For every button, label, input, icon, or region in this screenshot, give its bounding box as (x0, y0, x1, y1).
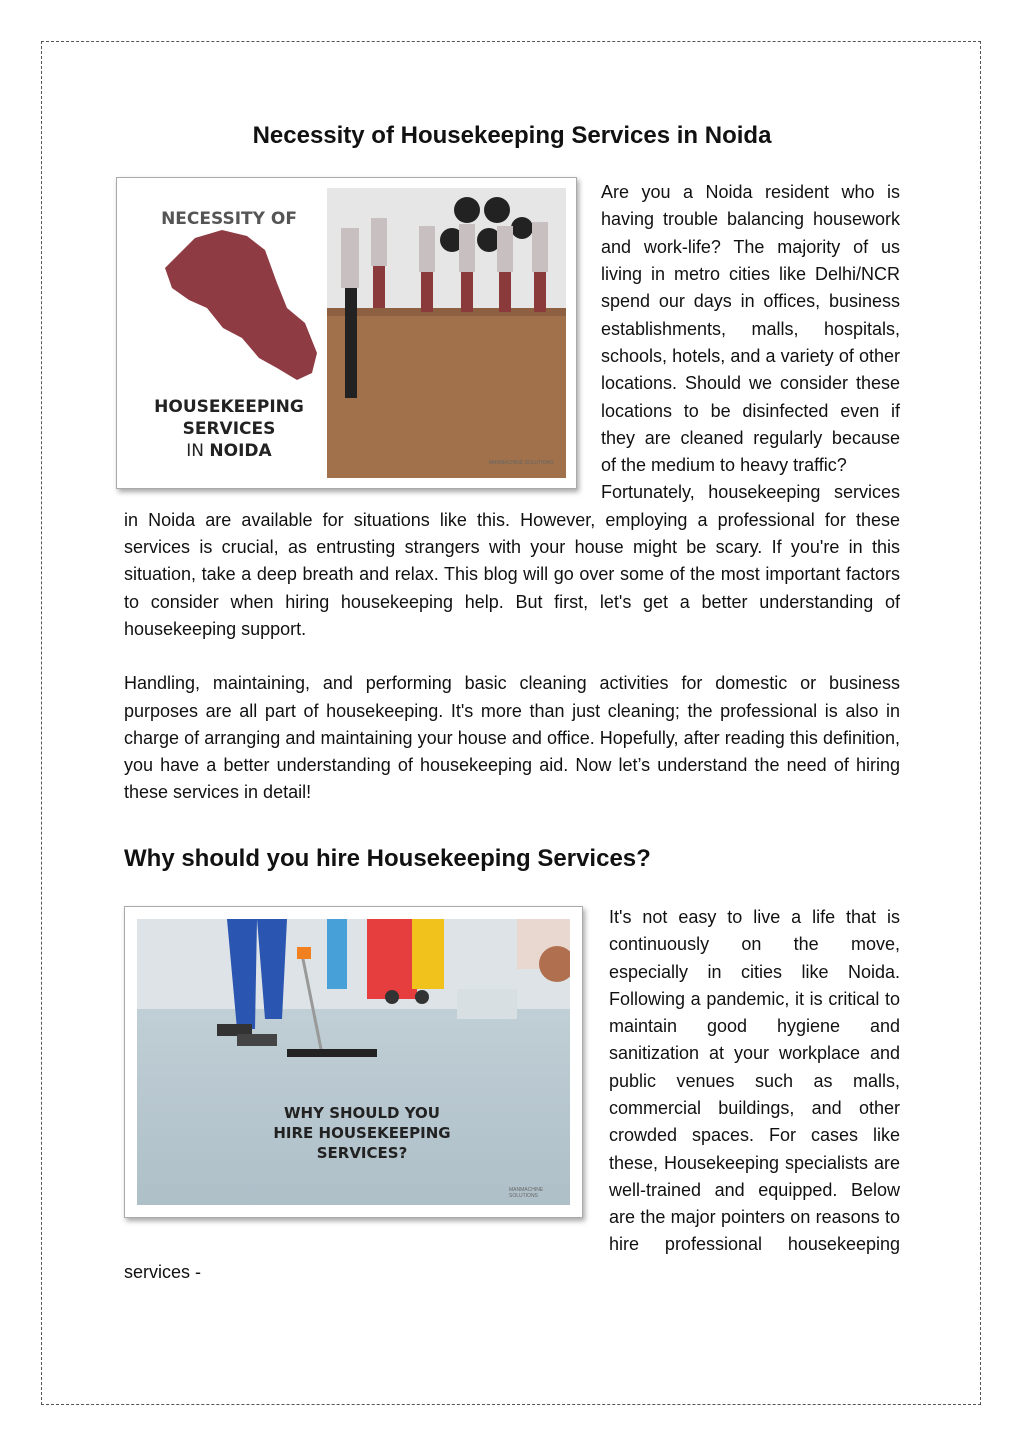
section1-para3: Handling, maintaining, and performing basic cleaning activities for domestic or business purposes are all part of housekeeping. It's more than just cleaning; the professional is also in charge of arranging and maintaining your house and office. Hopefully, after reading this definition, you have a better understanding of housekeeping aid. Now let’s understand the need of hiring these services in detail! (124, 673, 900, 803)
page-title: Necessity of Housekeeping Services in Noida (252, 122, 772, 149)
image2-line1: WHY SHOULD YOU (284, 1103, 440, 1122)
image1-line4b: NOIDA (209, 441, 272, 462)
image2-line3: SERVICES? (316, 1143, 408, 1162)
section2-heading: Why should you hire Housekeeping Services? (124, 844, 651, 872)
image1-line4 (133, 442, 325, 462)
necessity-image (116, 177, 577, 489)
image1-brand: MANMACHINE SOLUTIONS (489, 460, 554, 467)
image1-line2: HOUSEKEEPING (154, 397, 304, 418)
document-content (124, 120, 900, 1286)
section1-para1: Are you a Noida resident who is having trouble balancing housework and work-life? The majority of us living in metro cities like Delhi/NCR spend our days in offices, business establishments, malls, hospitals, schools, hotels, and a variety of other locations. Should we consider these locations to be disinfected even if they are cleaned regularly because of the medium to heavy traffic? (601, 182, 900, 476)
why-hire-image (124, 906, 583, 1218)
section2-para1: It's not easy to live a life that is continuously on the move, especially in cities like Noida. Following a pandemic, it is critical to maintain good hygiene and sanitization at your workplace and public venues such as malls, commercial buildings, and other crowded spaces. For cases like these, Housekeeping specialists are well-trained and equipped. Below are the major pointers on reasons to hire professional housekeeping services - (124, 906, 900, 1282)
image1-line3: SERVICES (182, 419, 276, 440)
image2-line2: HIRE HOUSEKEEPING (273, 1123, 451, 1142)
image1-line1: NECESSITY OF (161, 209, 297, 230)
image1-line4a: IN (186, 441, 210, 462)
image2-brand: MANMACHINE SOLUTIONS (509, 1186, 544, 1199)
section1-para2: Fortunately, housekeeping services in Noida are available for situations like this. However, employing a professional for these services is crucial, as entrusting strangers with your house might be scary. If you're in this situation, take a deep breath and relax. This blog will go over some of the most important factors to consider when hiring housekeeping help. But first, let's get a better understanding of housekeeping support. (124, 482, 900, 639)
